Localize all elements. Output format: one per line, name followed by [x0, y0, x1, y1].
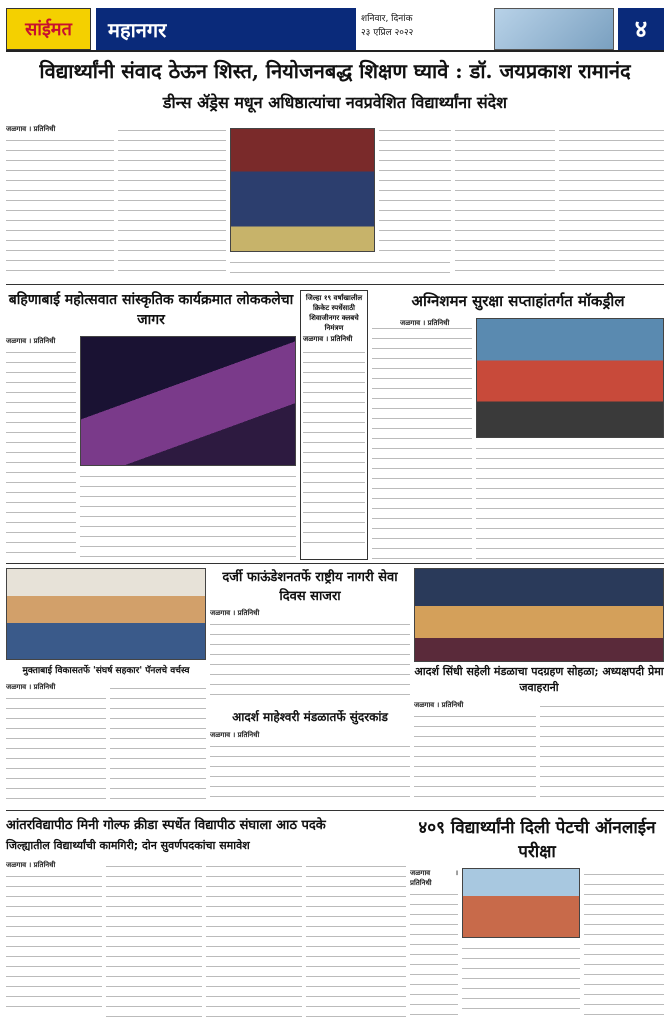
lead-column-5	[559, 124, 664, 280]
darji-headline: दर्जी फाऊंडेशनतर्फे राष्ट्रीय नागरी सेवा दिवस साजरा	[222, 570, 398, 604]
sindhi-text	[414, 700, 536, 806]
lead-column-2	[118, 124, 226, 280]
lead-headline: विद्यार्थ्यांनी संवाद ठेऊन शिस्त, नियोजनबद्ध शिक्षण घ्यावे : डॉ. जयप्रकाश रामानंद	[39, 59, 631, 83]
fire-safety-headline: अग्निशमन सुरक्षा सप्ताहांतर्गत मॉकड्रील	[411, 292, 625, 310]
darji-text	[210, 608, 410, 704]
divider	[6, 563, 664, 564]
online-exam-text	[410, 868, 458, 1018]
masthead	[6, 6, 664, 52]
divider	[6, 284, 664, 285]
section-title: महानगर	[96, 8, 356, 50]
fire-safety-byline: जळगाव । प्रतिनिधी	[400, 319, 450, 327]
golf-column-4	[306, 860, 406, 1018]
sindhi-column-2	[540, 700, 664, 806]
sindhi-byline: जळगाव । प्रतिनिधी	[414, 701, 464, 709]
lead-subheadline: डीन्स ॲड्रेस मधून अधिष्ठात्यांचा नवप्रवेशित विद्यार्थ्यांना संदेश	[162, 93, 508, 112]
bahinabai-headline: बहिणाबाई महोत्सवात सांस्कृतिक कार्यक्रमात लोककलेचा जागर	[8, 292, 294, 328]
maheshwari-headline: आदर्श माहेश्वरी मंडळातर्फे सुंदरकांड	[232, 710, 388, 724]
date-value: २३ एप्रिल २०२२	[361, 28, 414, 38]
sangharsh-byline: जळगाव । प्रतिनिधी	[6, 683, 56, 691]
date-day: शनिवार, दिनांक	[361, 14, 413, 24]
online-exam-photo	[462, 868, 580, 938]
newspaper-logo: सांईमत	[6, 8, 91, 50]
sangharsh-photo	[6, 568, 206, 660]
lead-byline: जळगाव । प्रतिनिधी	[6, 125, 56, 133]
cricket-box	[300, 290, 368, 560]
golf-subheadline: जिल्ह्यातील विद्यार्थ्यांची कामगिरी; दोन सुवर्णपदकांचा समावेश	[6, 839, 250, 852]
cricket-text	[303, 346, 365, 546]
online-exam-byline: जळगाव । प्रतिनिधी	[410, 869, 458, 887]
bahinabai-caption	[80, 470, 296, 558]
darji-byline: जळगाव । प्रतिनिधी	[210, 609, 260, 617]
fire-safety-photo	[476, 318, 664, 438]
golf-byline: जळगाव । प्रतिनिधी	[6, 861, 56, 869]
sindhi-photo	[414, 568, 664, 662]
fire-safety-text	[476, 442, 664, 560]
cricket-column-2	[372, 322, 472, 560]
lead-column-4	[455, 124, 555, 280]
golf-headline: आंतरविद्यापीठ मिनी गोल्फ क्रीडा स्पर्धेत विद्यापीठ संघाला आठ पदके	[6, 818, 326, 833]
divider	[6, 810, 664, 811]
golf-column-2	[106, 860, 202, 1018]
lead-speaker-photo	[230, 128, 375, 252]
sangharsh-text	[6, 682, 106, 806]
cricket-byline: जळगाव । प्रतिनिधी	[303, 335, 353, 343]
golf-text	[6, 860, 102, 1018]
page-number: ४	[618, 8, 664, 50]
maheshwari-byline: जळगाव । प्रतिनिधी	[210, 731, 260, 739]
lead-column-1	[6, 124, 114, 280]
date-block	[361, 12, 491, 46]
cricket-headline: जिल्हा १९ वर्षांखालील क्रिकेट स्पर्धेसाठी शिवाजीनगर क्लबचे निमंत्रण	[305, 293, 363, 332]
bahinabai-photo	[80, 336, 296, 466]
bahinabai-text	[6, 336, 76, 558]
online-exam-column-3	[584, 868, 664, 1018]
sangharsh-column-2	[110, 682, 206, 806]
online-exam-headline: ४०९ विद्यार्थ्यांनी दिली पेटची ऑनलाईन परीक्षा	[418, 818, 656, 862]
building-thumbnail	[494, 8, 614, 50]
lead-column-3	[379, 124, 451, 254]
sindhi-headline: आदर्श सिंधी सहेली मंडळाचा पदग्रहण सोहळा; अध्यक्षपदी प्रेमा जवाहरानी	[414, 665, 664, 694]
maheshwari-text	[210, 730, 410, 806]
bahinabai-byline: जळगाव । प्रतिनिधी	[6, 337, 56, 345]
lead-photo-caption	[230, 256, 450, 280]
sangharsh-headline: मुक्ताबाई विकासतर्फे 'संघर्ष सहकार' पॅनलचे वर्चस्व	[22, 666, 190, 676]
golf-column-3	[206, 860, 302, 1018]
online-exam-column-2	[462, 942, 580, 1018]
